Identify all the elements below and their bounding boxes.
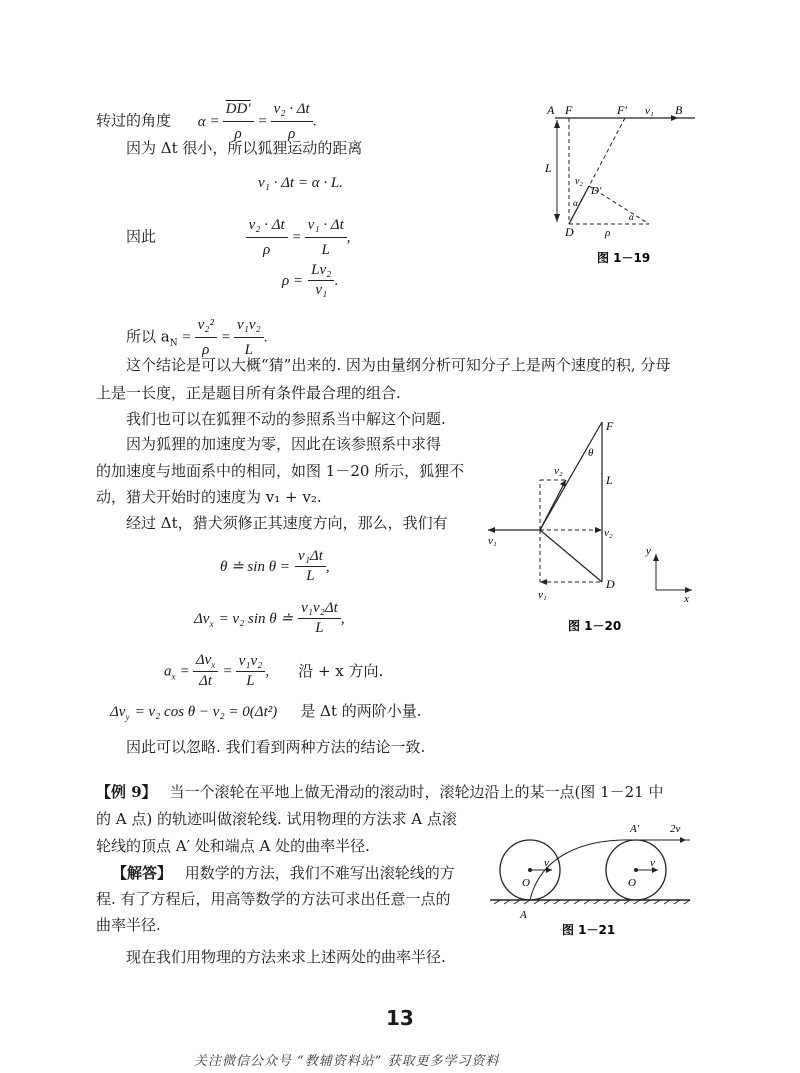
label-v1: v₁ <box>645 105 654 117</box>
label-L: L <box>545 161 552 175</box>
label-F: F <box>606 419 614 433</box>
paragraph-line: 程. 有了方程后，用高等数学的方法可求出任意一点的 <box>96 890 451 908</box>
fraction-denominator: L <box>244 342 254 358</box>
fraction-denominator: ρ <box>234 126 242 142</box>
label-2v: 2v <box>670 823 681 835</box>
label-theta: θ <box>588 447 594 459</box>
text-line <box>112 862 455 884</box>
text-segment: 所以 a <box>126 327 170 346</box>
subscript: y <box>125 712 130 723</box>
fraction-numerator: DD′ <box>223 98 254 122</box>
fraction-denominator: v₁ <box>315 282 328 298</box>
equation: ρ = $\frac{\text{Lv₂}}{\text{v₁}}$ . <box>282 262 339 298</box>
label-A: A <box>547 103 555 117</box>
label-y: y <box>646 545 651 557</box>
paragraph-line: 曲率半径. <box>96 916 161 934</box>
label-D: D <box>565 225 574 239</box>
subscript: x <box>211 660 216 670</box>
label-v2: v₂ <box>575 176 583 187</box>
figure-1-20 <box>482 412 712 642</box>
text-segment: 转过的角度 <box>96 111 172 130</box>
fraction-numerator: v₁Δt <box>295 548 326 567</box>
equation-lhs: θ ≐ sin θ = <box>220 559 290 575</box>
example-tag: 【例 9】 <box>96 783 157 801</box>
fraction-numerator: v₁v₂ <box>234 314 264 338</box>
symbol-alpha: α <box>197 113 206 130</box>
fraction-denominator: Δt <box>199 673 213 689</box>
fraction-denominator: L <box>321 242 330 258</box>
equation: $a_x$ = $\frac{\Delta v_x}{\Delta t}$ = $\frac{\text{v₁v₂}}{L}$ , 沿 + x 方向. <box>164 652 384 689</box>
page-number: 13 <box>386 1006 414 1030</box>
paragraph-line: 因此可以忽略. 我们看到两种方法的结论一致. <box>126 738 426 756</box>
text-segment: 当一个滚轮在平地上做无滑动的滚动时，滚轮边沿上的某一点(图 1－21 中 <box>169 783 664 801</box>
paragraph-line: 因为 Δt 很小，所以狐狸运动的距离 <box>126 139 363 157</box>
label-v-right: v <box>650 857 655 869</box>
fraction-numerator: v₂ · Δt <box>271 98 313 122</box>
fraction-denominator: ρ <box>263 242 271 258</box>
fraction-numerator: Lv₂ <box>308 262 334 281</box>
text-line: 转过的角度 α = $\frac{DD'}{\rho}$ = $\frac{\text{v₂ · Δt}}{\rho}$ . <box>96 98 316 145</box>
footer-note: 关注微信公众号 “教辅资料站” 获取更多学习资料 <box>194 1054 500 1069</box>
fraction-numerator: v₂ · Δt <box>246 214 288 238</box>
fraction-denominator: L <box>315 620 324 636</box>
figure-caption: 图 1－20 <box>568 619 622 633</box>
fraction <box>236 653 266 690</box>
label-B: B <box>675 103 683 117</box>
text-segment: 用数学的方法，我们不难写出滚轮线的方 <box>184 864 455 882</box>
equation <box>110 700 422 722</box>
fraction <box>298 600 341 637</box>
label-v2-right: v₂ <box>604 527 613 539</box>
fraction <box>295 548 326 585</box>
paragraph-line: 我们也可以在狐狸不动的参照系当中解这个问题. <box>126 410 446 428</box>
equation: v₁ · Δt = α · L. <box>258 175 343 191</box>
figure-1-19 <box>545 100 715 270</box>
label-v1-left: v₁ <box>488 535 497 547</box>
fraction-numerator: v₁v₂Δt <box>298 600 341 619</box>
answer-tag: 【解答】 <box>112 864 173 882</box>
figure-caption: 图 1－21 <box>562 923 616 937</box>
paragraph-line: 这个结论是可以大概“猜”出来的. 因为由量纲分析可知分子上是两个速度的积, 分母 <box>126 356 671 374</box>
paragraph-line: 的加速度与地面系中的相同，如图 1－20 所示，狐狸不 <box>96 462 465 480</box>
paragraph-line: 因为狐狸的加速度为零，因此在该参照系中求得 <box>126 435 442 453</box>
paragraph-line: 的 A 点) 的轨迹叫做滚轮线. 试用物理的方法求 A 点滚 <box>96 810 457 828</box>
label-A-prime: A′ <box>630 823 640 835</box>
fraction-denominator: L <box>306 568 315 584</box>
equation-note: 沿 + x 方向. <box>298 661 384 680</box>
text-segment: 因此 <box>126 227 157 246</box>
fraction-denominator: L <box>246 672 255 689</box>
text-line: 所以 $a_N$ = $\frac{\text{v₂²}}{\rho}$ = $\frac{\text{v₁v₂}}{L}$ . <box>126 314 267 361</box>
fraction <box>246 214 288 261</box>
label-O-right: O <box>628 877 636 889</box>
subscript: N <box>169 338 178 349</box>
text-line: 因此 $\frac{\text{v₂ · Δt}}{\rho}$ = $\frac{\text{v₁ · Δt}}{L}$ , <box>126 214 351 261</box>
fraction <box>305 214 347 261</box>
label-F: F <box>565 103 573 117</box>
fraction <box>193 652 218 690</box>
paragraph-line: 经过 Δt，猎犬须修正其速度方向，那么，我们有 <box>126 514 448 532</box>
paragraph-line: 上是一长度，正是题目所有条件最合理的组合. <box>96 384 401 402</box>
equation-note: 是 Δt 的两阶小量. <box>300 702 422 720</box>
equation-lhs: Δv <box>194 611 210 627</box>
equation-lhs: a <box>164 663 172 680</box>
label-D: D <box>606 577 615 591</box>
paragraph-line: 现在我们用物理的方法来求上述两处的曲率半径. <box>126 948 446 966</box>
label-A: A <box>520 909 527 921</box>
figure-1-21 <box>490 818 700 940</box>
label-alpha2: α <box>629 212 634 222</box>
equation-rhs: = v₂ cos θ − v₂ = 0(Δt²) <box>134 704 278 720</box>
label-L: L <box>606 473 613 487</box>
equation-lhs: ρ = <box>282 273 304 289</box>
label-v-left: v <box>544 857 549 869</box>
label-F-prime: F′ <box>617 103 627 117</box>
fraction-denominator: ρ <box>202 342 210 358</box>
text-line <box>96 781 663 803</box>
fraction-numerator <box>193 652 218 672</box>
label-x: x <box>684 593 689 605</box>
equation: $\Delta v_x = v_2$ sin θ ≐ $\frac{\text{v₁v₂Δt}}{L}$ , <box>194 600 345 636</box>
fraction-numerator: v₂² <box>195 314 217 338</box>
label-v2-top: v₂ <box>554 465 563 477</box>
label-O-left: O <box>522 877 530 889</box>
paragraph-line: 动，猎犬开始时的速度为 v₁ + v₂. <box>96 488 322 506</box>
label-alpha: α <box>573 198 578 208</box>
fraction-numerator: v₁v₂ <box>236 653 266 672</box>
numerator-text: Δv <box>195 652 212 668</box>
fraction-numerator: v₁ · Δt <box>305 214 347 238</box>
label-rho: ρ <box>605 227 611 239</box>
fraction <box>308 262 334 299</box>
label-D-prime: D′ <box>591 185 602 197</box>
subscript: x <box>171 671 176 682</box>
equation-lhs: Δv <box>110 704 126 720</box>
equation-mid: = v₂ sin θ ≐ <box>218 611 293 627</box>
fraction-denominator: ρ <box>288 126 296 142</box>
paragraph-line: 轮线的顶点 A′ 处和端点 A 处的曲率半径. <box>96 837 370 855</box>
equation: θ ≐ sin θ = $\frac{\text{v₁Δt}}{L}$ , <box>220 548 330 584</box>
subscript: x <box>209 619 214 630</box>
label-v1-bottom: v₁ <box>538 589 547 601</box>
figure-caption: 图 1－19 <box>597 251 651 265</box>
